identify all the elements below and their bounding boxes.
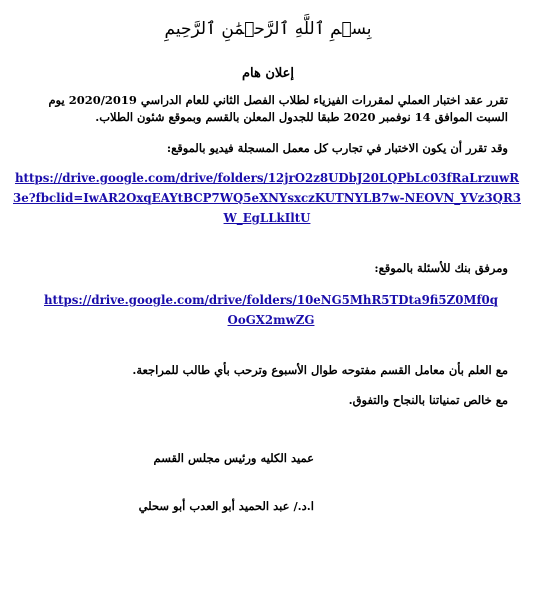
bismillah-calligraphy: بِسۡمِ ٱللَّهِ ٱلرَّحۡمَٰنِ ٱلرَّحِيمِ <box>164 19 372 39</box>
question-bank-paragraph: ومرفق بنك للأسئلة بالموقع: <box>374 261 508 275</box>
closing-wishes-paragraph: مع خالص تمنياتنا بالنجاح والتفوق. <box>348 393 508 407</box>
exam-announcement-paragraph: تقرر عقد اختبار العملي لمقررات الفيزياء لطلاب الفصل الثاني للعام الدراسي 2020/2019 يوم السبت الموافق 14 نوفمبر 2020 طبقا للجدول المعلن بالقسم وبموقع شئون الطلاب. <box>48 93 508 124</box>
question-bank-drive-link[interactable]: https://drive.google.com/drive/folders/10eNG5MhR5TDta9fi5Z0Mf0qOoGX2mwZG <box>43 293 499 327</box>
videos-drive-link[interactable]: https://drive.google.com/drive/folders/12jrO2z8UDbJ20LQPbLc03fRaLrzuwR3e?fbclid=IwAR2OxqEAYtBCP7WQ5eXNYsxczKUTNYLB7w-NEOVN_YVz3QR3W_EgLLkIltU <box>13 171 521 225</box>
signature-name: ا.د./ عبد الحميد أبو العدب أبو سحلي <box>138 499 314 513</box>
page-title: إعلان هام <box>241 66 295 81</box>
labs-open-paragraph: مع العلم بأن معامل القسم مفتوحه طوال الأسبوع وترحب بأي طالب للمراجعة. <box>132 363 508 377</box>
exam-content-paragraph: وقد تقرر أن يكون الاختبار في تجارب كل معمل المسجلة فيديو بالموقع: <box>166 141 508 155</box>
signature-role: عميد الكليه ورئيس مجلس القسم <box>153 451 314 465</box>
